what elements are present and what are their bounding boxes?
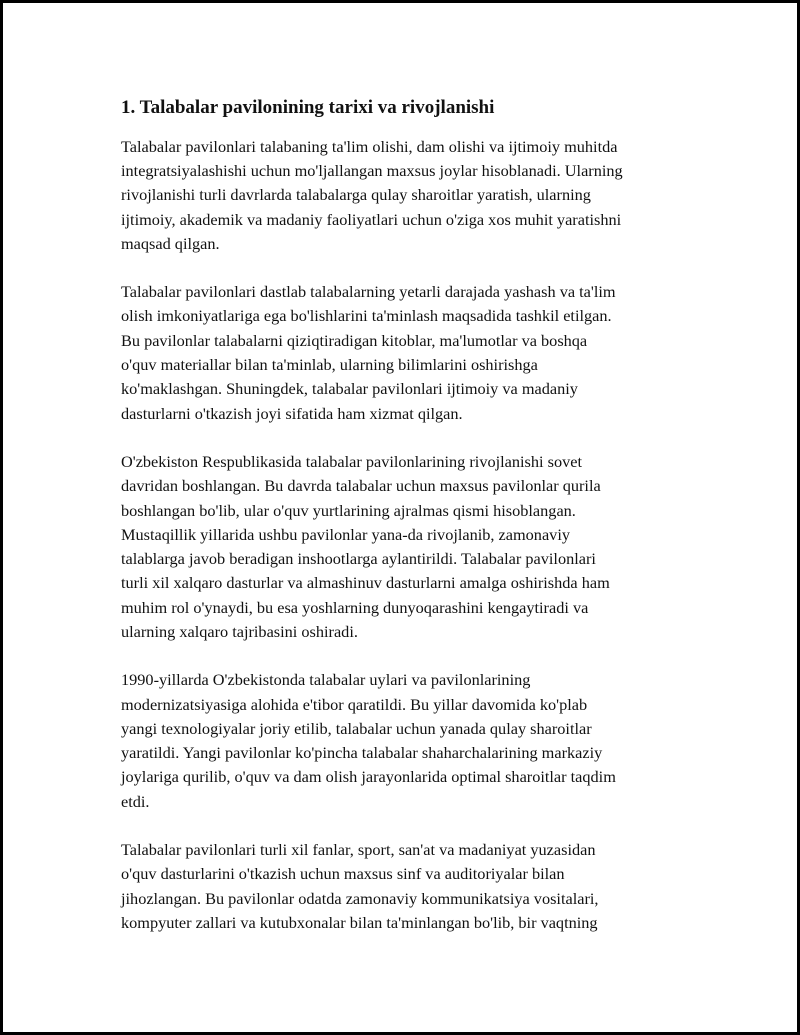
paragraph-2: [121, 280, 696, 426]
paragraph-line: Bu pavilonlar talabalarni qiziqtiradigan kitoblar, ma'lumotlar va boshqa: [121, 330, 588, 350]
paragraph-line: rivojlanishi turli davrlarda talabalarga qulay sharoitlar yaratish, ularning: [121, 185, 591, 205]
paragraph-line: integratsiyalashishi uchun mo'ljallangan maxsus joylar hisoblanadi. Ularning: [121, 160, 623, 180]
paragraph-line: Mustaqillik yillarida ushbu pavilonlar yana-da rivojlanib, zamonaviy: [121, 524, 570, 544]
paragraph-line: o'quv dasturlarini o'tkazish uchun maxsus sinf va auditoriyalar bilan: [121, 864, 565, 884]
paragraph-line: davridan boshlangan. Bu davrda talabalar uchun maxsus pavilonlar qurila: [121, 476, 601, 496]
section-heading: 1. Talabalar pavilonining tarixi va rivojlanishi: [121, 97, 495, 118]
paragraph-line: olish imkoniyatlariga ega bo'lishlarini ta'minlash maqsadida tashkil etilgan.: [121, 306, 612, 326]
paragraph-line: ko'maklashgan. Shuningdek, talabalar pavilonlari ijtimoiy va madaniy: [121, 379, 578, 399]
paragraph-line: yaratildi. Yangi pavilonlar ko'pincha talabalar shaharchalarining markaziy: [121, 743, 603, 763]
paragraph-line: joylariga qurilib, o'quv va dam olish jarayonlarida optimal sharoitlar taqdim: [121, 767, 616, 787]
paragraph-line: Talabalar pavilonlari talabaning ta'lim olishi, dam olishi va ijtimoiy muhitda: [121, 136, 618, 156]
paragraph-line: 1990-yillarda O'zbekistonda talabalar uylari va pavilonlarining: [121, 670, 531, 690]
paragraph-line: ijtimoiy, akademik va madaniy faoliyatlari uchun o'ziga xos muhit yaratishni: [121, 209, 622, 229]
paragraph-line: muhim rol o'ynaydi, bu esa yoshlarning dunyoqarashini kengaytiradi va: [121, 597, 589, 617]
paragraph-line: O'zbekiston Respublikasida talabalar pavilonlarining rivojlanishi sovet: [121, 451, 582, 471]
paragraph-line: talablarga javob beradigan inshootlarga aylantirildi. Talabalar pavilonlari: [121, 549, 596, 569]
paragraph-5: [121, 838, 696, 935]
paragraph-line: etdi.: [121, 791, 150, 811]
paragraph-line: turli xil xalqaro dasturlar va almashinuv dasturlarni amalga oshirishda ham: [121, 573, 610, 593]
paragraph-line: ularning xalqaro tajribasini oshiradi.: [121, 621, 358, 641]
paragraph-line: modernizatsiyasiga alohida e'tibor qaratildi. Bu yillar davomida ko'plab: [121, 694, 588, 714]
paragraph-line: dasturlarni o'tkazish joyi sifatida ham xizmat qilgan.: [121, 403, 463, 423]
paragraph-line: yangi texnologiyalar joriy etilib, talabalar uchun yanada qulay sharoitlar: [121, 718, 592, 738]
paragraph-1: [121, 135, 696, 256]
paragraph-line: jihozlangan. Bu pavilonlar odatda zamonaviy kommunikatsiya vositalari,: [121, 888, 599, 908]
document-body: [121, 95, 696, 959]
paragraph-line: o'quv materiallar bilan ta'minlab, ularning bilimlarini oshirishga: [121, 355, 538, 375]
paragraph-4: [121, 668, 696, 814]
paragraph-line: kompyuter zallari va kutubxonalar bilan ta'minlangan bo'lib, bir vaqtning: [121, 912, 598, 932]
paragraph-line: Talabalar pavilonlari dastlab talabalarning yetarli darajada yashash va ta'lim: [121, 282, 616, 302]
paragraph-3: [121, 450, 696, 644]
paragraph-line: Talabalar pavilonlari turli xil fanlar, sport, san'at va madaniyat yuzasidan: [121, 840, 596, 860]
paragraph-line: maqsad qilgan.: [121, 233, 220, 253]
paragraph-line: boshlangan bo'lib, ular o'quv yurtlarining ajralmas qismi hisoblangan.: [121, 500, 576, 520]
